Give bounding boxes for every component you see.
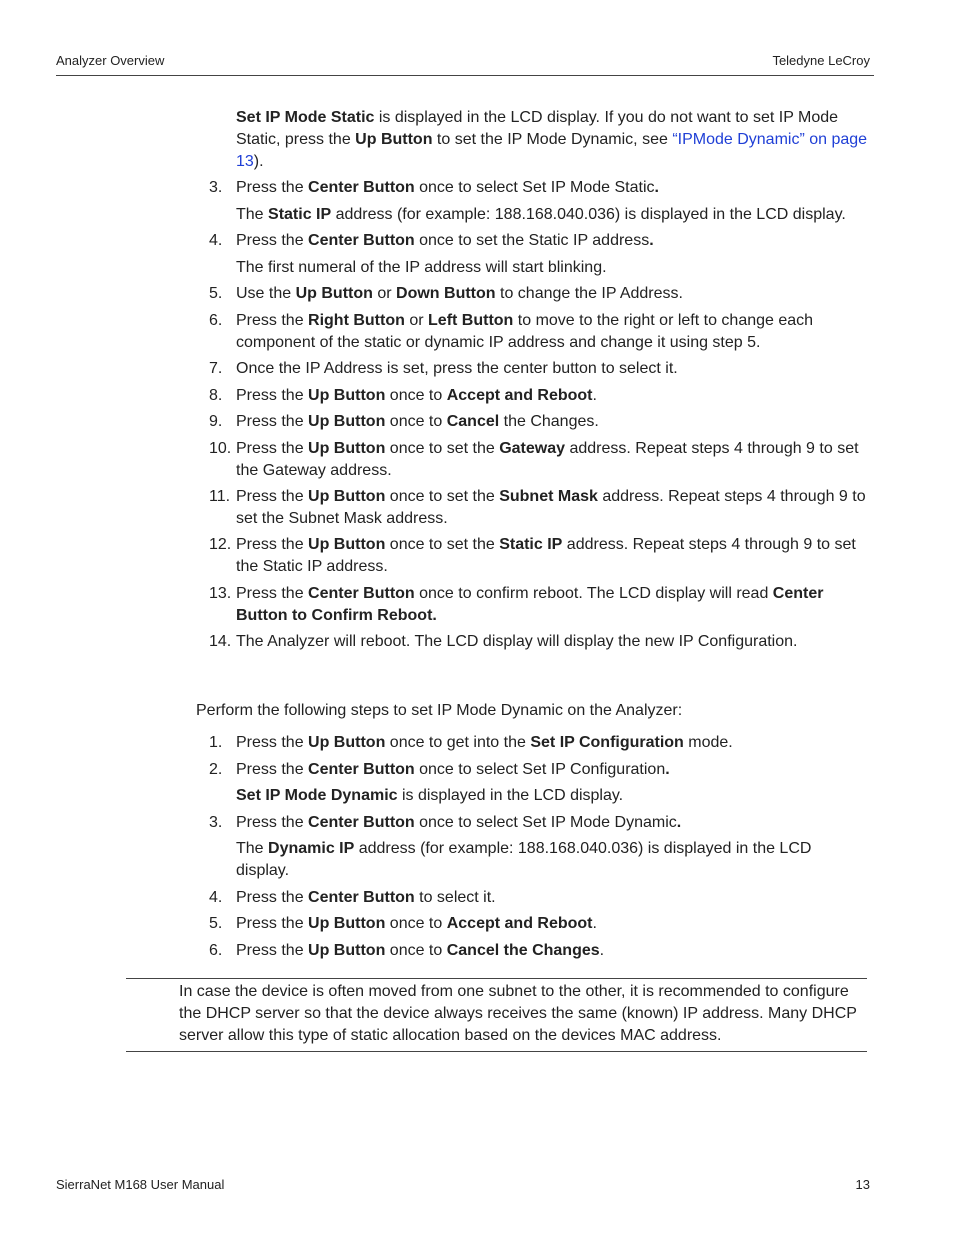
note-text: In case the device is often moved from one subnet to the other, it is recommended to configure the DHCP server so that the device always receives the same (known) IP address. Many DHCP server allow this type of static allocation based on the devices MAC address. — [179, 983, 857, 1044]
step-number: 7. — [209, 360, 223, 377]
step-number: 9. — [209, 413, 223, 430]
step-number: 12. — [209, 536, 232, 553]
ipmode-dynamic-link[interactable]: “IPMode Dynamic” on page 13 — [236, 131, 868, 170]
dynamic-step-3: Press the Center Button once to select Set IP Mode Dynamic. — [236, 814, 682, 831]
static-step-9: Press the Up Button once to Cancel the Changes. — [236, 413, 599, 430]
footer-manual-title: SierraNet M168 User Manual — [56, 1177, 225, 1192]
step-number: 4. — [209, 232, 223, 249]
step-number: 6. — [209, 312, 223, 329]
dynamic-step-6: Press the Up Button once to Cancel the Changes. — [236, 942, 605, 959]
step-number: 5. — [209, 285, 223, 302]
step-number: 13. — [209, 585, 232, 602]
static-step-3-result: The Static IP address (for example: 188.168.040.036) is displayed in the LCD display. — [236, 206, 846, 223]
step-number: 11. — [209, 488, 231, 505]
running-header-brand: Teledyne LeCroy — [772, 53, 870, 68]
static-step-8: Press the Up Button once to Accept and Reboot. — [236, 387, 597, 404]
note-bottom-rule — [126, 1051, 867, 1052]
dynamic-step-5: Press the Up Button once to Accept and Reboot. — [236, 915, 597, 932]
step-number: 5. — [209, 915, 223, 932]
step-number: 6. — [209, 942, 223, 959]
static-step-7: Once the IP Address is set, press the center button to select it. — [236, 360, 678, 377]
note-top-rule — [126, 978, 867, 979]
static-step-14: The Analyzer will reboot. The LCD display will display the new IP Configuration. — [236, 633, 798, 650]
static-step-11: Press the Up Button once to set the Subnet Mask address. Repeat steps 4 through 9 to set the Subnet Mask address. — [236, 488, 866, 527]
dynamic-step-2-result: Set IP Mode Dynamic is displayed in the LCD display. — [236, 787, 624, 804]
static-step-12: Press the Up Button once to set the Static IP address. Repeat steps 4 through 9 to set the Static IP address. — [236, 536, 856, 575]
dynamic-step-4: Press the Center Button to select it. — [236, 889, 496, 906]
static-step-13: Press the Center Button once to confirm reboot. The LCD display will read Center Button to Confirm Reboot. — [236, 585, 824, 624]
static-step-4: Press the Center Button once to set the Static IP address. — [236, 232, 654, 249]
static-step-3: Press the Center Button once to select Set IP Mode Static. — [236, 179, 659, 196]
step-number: 8. — [209, 387, 223, 404]
static-step-10: Press the Up Button once to set the Gateway address. Repeat steps 4 through 9 to set the Gateway address. — [236, 440, 859, 479]
static-intro-paragraph: Set IP Mode Static is displayed in the LCD display. If you do not want to set IP Mode Static, press the Up Button to set the IP Mode Dynamic, see “IPMode Dynamic” on page 13). — [236, 109, 868, 170]
step-number: 14. — [209, 633, 232, 650]
dynamic-step-2: Press the Center Button once to select Set IP Configuration. — [236, 761, 670, 778]
page-number: 13 — [855, 1177, 870, 1192]
header-divider — [56, 75, 874, 76]
static-step-4-result: The first numeral of the IP address will start blinking. — [236, 259, 607, 276]
step-number: 3. — [209, 179, 223, 196]
step-number: 2. — [209, 761, 223, 778]
step-number: 1. — [209, 734, 223, 751]
step-number: 3. — [209, 814, 223, 831]
running-header-section: Analyzer Overview — [56, 53, 165, 68]
step-number: 10. — [209, 440, 232, 457]
dynamic-step-3-result: The Dynamic IP address (for example: 188.168.040.036) is displayed in the LCD display. — [236, 840, 812, 879]
step-number: 4. — [209, 889, 223, 906]
static-step-5: Use the Up Button or Down Button to change the IP Address. — [236, 285, 683, 302]
static-step-6: Press the Right Button or Left Button to move to the right or left to change each component of the static or dynamic IP address and change it using step 5. — [236, 312, 814, 351]
dynamic-step-1: Press the Up Button once to get into the Set IP Configuration mode. — [236, 734, 733, 751]
dynamic-intro-paragraph: Perform the following steps to set IP Mode Dynamic on the Analyzer: — [196, 702, 683, 719]
